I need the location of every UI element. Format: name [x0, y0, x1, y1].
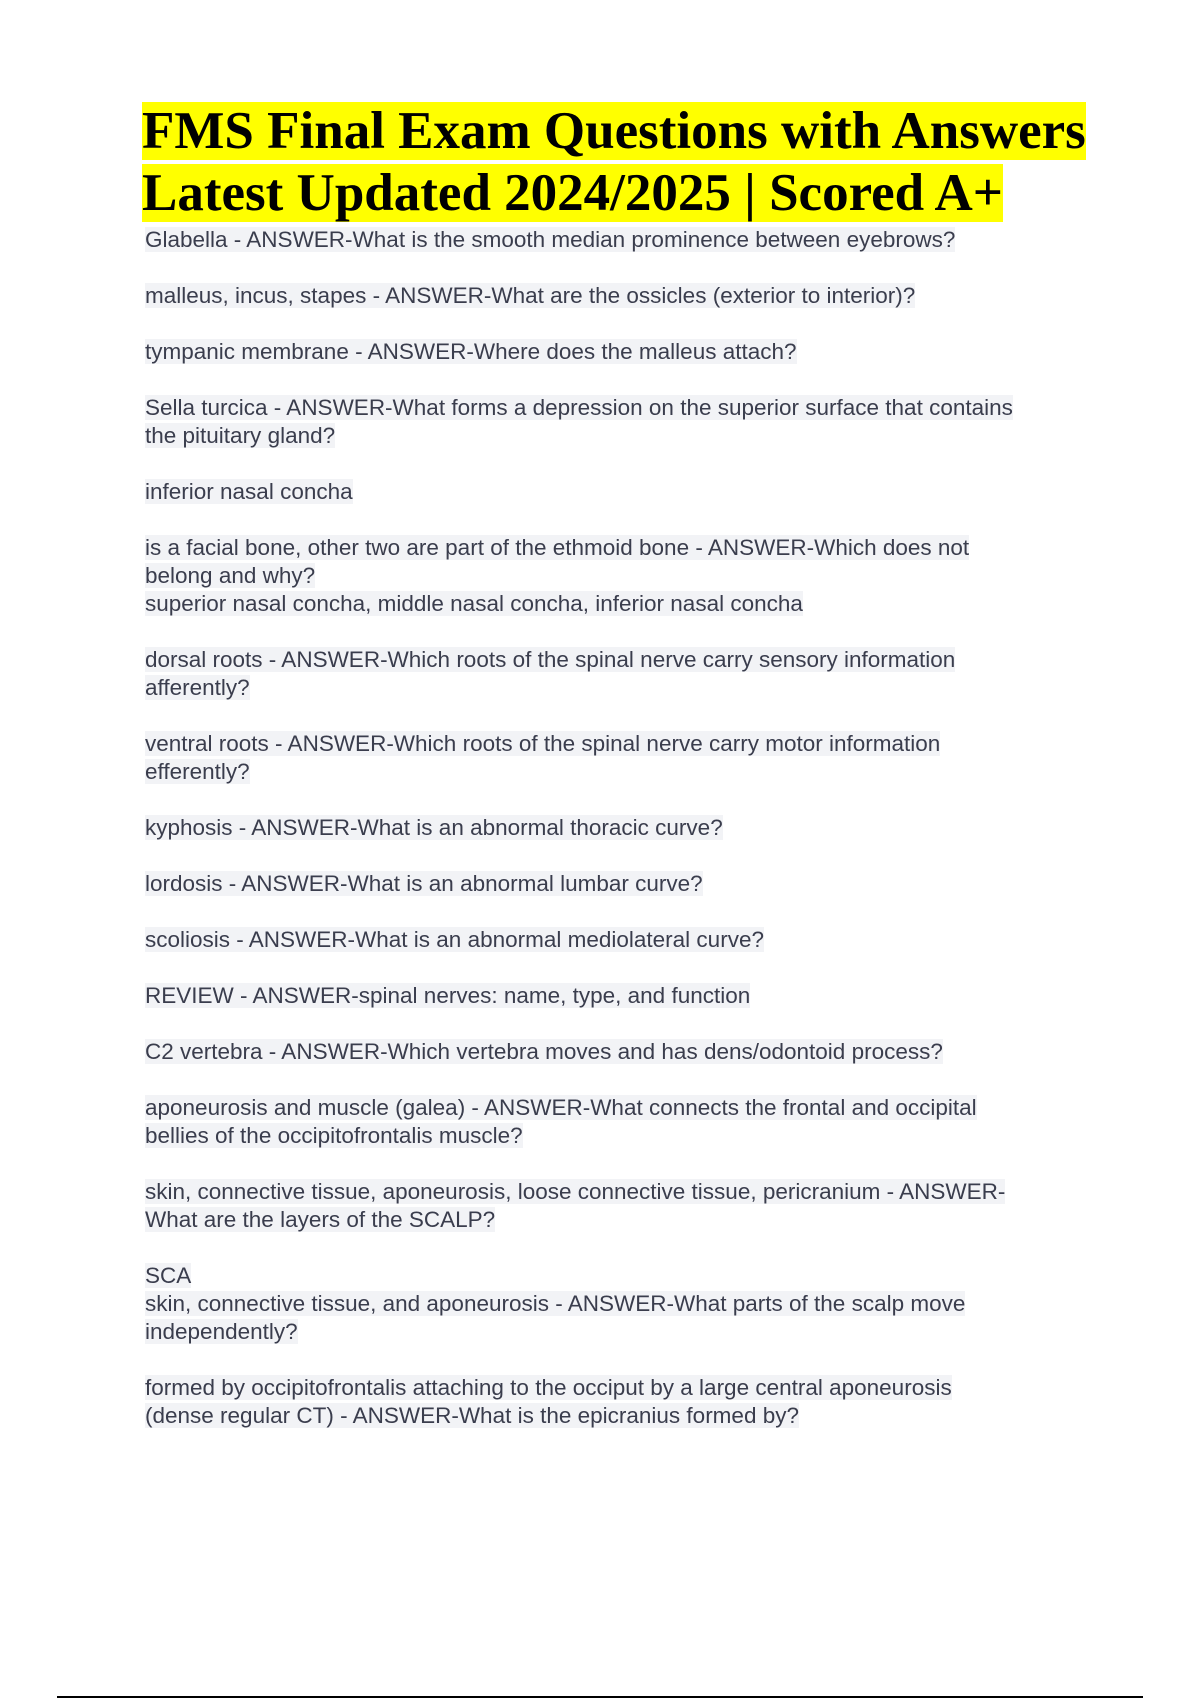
qa-text: ventral roots - ANSWER-Which roots of the spinal nerve carry motor information efferently?	[145, 731, 941, 784]
qa-text: is a facial bone, other two are part of the ethmoid bone - ANSWER-Which does not belong and why? superior nasal concha, middle nasal concha, inferior nasal concha	[145, 535, 970, 616]
qa-item	[145, 282, 1090, 310]
qa-text: C2 vertebra - ANSWER-Which vertebra moves and has dens/odontoid process?	[145, 1039, 943, 1064]
qa-text: kyphosis - ANSWER-What is an abnormal thoracic curve?	[145, 815, 723, 840]
qa-item	[145, 1178, 1090, 1234]
qa-item	[145, 730, 1090, 786]
qa-item	[145, 646, 1090, 702]
qa-text: Sella turcica - ANSWER-What forms a depression on the superior surface that contains the pituitary gland?	[145, 395, 1013, 448]
qa-text: scoliosis - ANSWER-What is an abnormal mediolateral curve?	[145, 927, 764, 952]
qa-item	[145, 870, 1090, 898]
qa-item	[145, 338, 1090, 366]
qa-text: aponeurosis and muscle (galea) - ANSWER-What connects the frontal and occipital bellies of the occipitofrontalis muscle?	[145, 1095, 977, 1148]
qa-text: lordosis - ANSWER-What is an abnormal lumbar curve?	[145, 871, 703, 896]
qa-item	[145, 1038, 1090, 1066]
qa-text: formed by occipitofrontalis attaching to the occiput by a large central aponeurosis (dense regular CT) - ANSWER-What is the epicranius formed by?	[145, 1375, 952, 1428]
qa-item	[145, 1262, 1090, 1346]
qa-item	[145, 478, 1090, 506]
qa-text: skin, connective tissue, aponeurosis, loose connective tissue, pericranium - ANSWER- What are the layers of the SCALP?	[145, 1179, 1006, 1232]
qa-item	[145, 534, 1090, 618]
qa-text: Glabella - ANSWER-What is the smooth median prominence between eyebrows?	[145, 227, 956, 252]
qa-item	[145, 814, 1090, 842]
qa-text: dorsal roots - ANSWER-Which roots of the spinal nerve carry sensory information afferently?	[145, 647, 956, 700]
qa-text: tympanic membrane - ANSWER-Where does the malleus attach?	[145, 339, 797, 364]
qa-text: malleus, incus, stapes - ANSWER-What are the ossicles (exterior to interior)?	[145, 283, 916, 308]
qa-text: SCA skin, connective tissue, and aponeurosis - ANSWER-What parts of the scalp move independently?	[145, 1263, 966, 1344]
qa-text: REVIEW - ANSWER-spinal nerves: name, type, and function	[145, 983, 751, 1008]
title-line-2: Latest Updated 2024/2025 | Scored A+	[142, 164, 1003, 222]
qa-item	[145, 982, 1090, 1010]
title-line-1: FMS Final Exam Questions with Answers	[142, 102, 1086, 160]
qa-item	[145, 226, 1090, 254]
qa-item	[145, 1094, 1090, 1150]
qa-item	[145, 394, 1090, 450]
footer-divider	[57, 1696, 1143, 1698]
qa-list	[145, 226, 1090, 1458]
document-title	[142, 100, 1152, 224]
qa-item	[145, 1374, 1090, 1430]
qa-text: inferior nasal concha	[145, 479, 353, 504]
qa-item	[145, 926, 1090, 954]
